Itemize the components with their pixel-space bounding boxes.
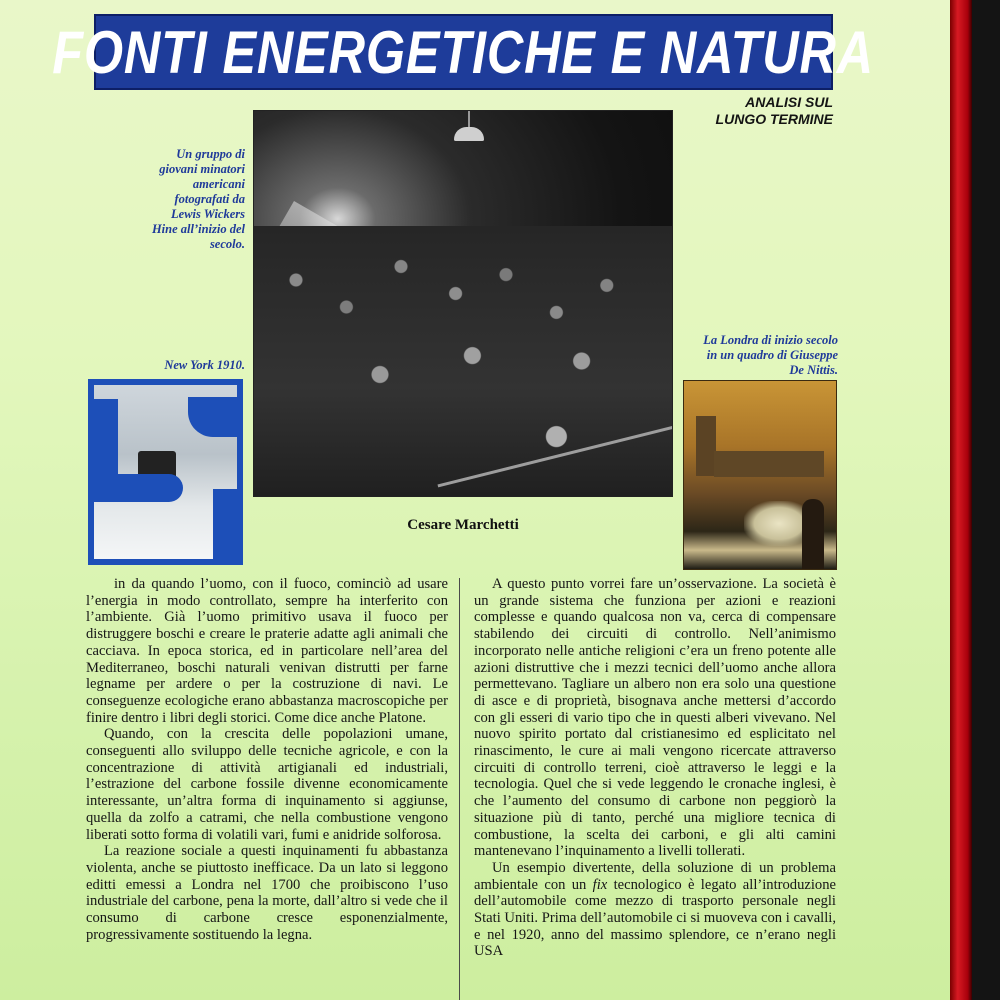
lamp-icon [454, 127, 484, 141]
clock-tower [696, 416, 716, 476]
subtitle-line-1: ANALISI SUL [745, 94, 833, 110]
paragraph: A questo punto vorrei fare un’osservazione. La società è un grande sistema che funziona per azioni e reazioni complesse e quando qualcosa non va, cerca di compensare stabilendo dei circuiti di controllo. Nell’animismo incorporato nelle antiche religioni c’era un freno potente alle azioni distruttive che i mezzi tecnici dell’uomo anche allora permettevano. Tagliare un albero non era solo una questione di asce e di proprietà, bisognava anche mettersi d’accordo con gli esseri di vario tipo che in questi alberi vivevano. Nel nuovo spirito portato dal cristianesimo ed esplicitato nel rinascimento, le cure ai mali vengono ricercate attraverso circuiti di controllo terreni, cioè attraverso le leggi e la tecnologia. Quel che si vede leggendo le cronache inglesi, è che l’aumento del consumo di carbone non peggiorò la situazione più di tanto, perché una migliore tecnica di combustione, la scelta dei carboni, e gli alti camini mantenevano l’inquinamento a livelli tollerati. [474, 576, 836, 860]
drop-cap-s-part [213, 489, 243, 565]
text-run: Un esempio divertente, della soluzione di un problema ambientale con un [474, 859, 836, 893]
article-column-right [474, 576, 836, 960]
column-divider [459, 578, 460, 1000]
caption-new-york: New York 1910. [164, 358, 245, 372]
author-name: Cesare Marchetti [407, 517, 519, 533]
photo-young-miners [253, 110, 673, 497]
binder-edge-dark [972, 0, 1000, 1000]
emphasis-fix: fix [592, 876, 608, 893]
painting-london [683, 380, 837, 570]
standing-figure [802, 499, 824, 569]
miners-group [254, 226, 673, 496]
drop-cap-s-part [88, 474, 183, 502]
parliament-silhouette [714, 451, 824, 477]
caption-miners: Un gruppo di giovani minatori americani fotografati da Lewis Wickers Hine all’inizio del secolo. [151, 147, 245, 251]
photo-new-york-drop-cap [88, 379, 243, 565]
paragraph: La reazione sociale a questi inquinamenti fu abbastanza violenta, anche se piuttosto inefficace. Da un lato si leggono editti emessi a Londra nel 1700 che proibiscono l’uso industriale del carbone, pena la morte, dall’altro si vede che il consumo di carbone cresce esponenzialmente, progressivamente sostituendo la legna. [86, 843, 448, 943]
article-column-left [86, 576, 448, 943]
binder-edge-red [950, 0, 972, 1000]
page-title: FONTI ENERGETICHE E NATURA [52, 18, 875, 86]
paragraph: in da quando l’uomo, con il fuoco, cominciò ad usare l’energia in modo controllato, sempre ha interferito con l’ambiente. Già l’uomo primitivo usava il fuoco per distruggere boschi e creare le praterie adatte agli animali che cacciava. In epoca storica, ed in particolare nell’area del Mediterraneo, boschi naturali venivan distrutti per farne legname per ardere o per la costruzione di navi. Le conseguenze ecologiche erano abbastanza macroscopiche per finire dentro i libri degli storici. Come dice anche Platone. [86, 576, 448, 726]
subtitle [716, 94, 833, 128]
paragraph [474, 860, 836, 960]
text-run: tecnologico è legato all’introduzione dell’automobile come mezzo di trasporto personale negli Stati Uniti. Prima dell’automobile ci si muoveva con i cavalli, e nel 1920, anno del massimo splendore, ce n’erano negli USA [474, 876, 836, 960]
caption-london: La Londra di inizio secolo in un quadro di Giuseppe De Nittis. [703, 333, 838, 377]
paragraph: Quando, con la crescita delle popolazioni umane, conseguenti allo sviluppo delle tecniche agricole, e con la concentrazione di attività artigianali ed industriali, l’estrazione del carbone fossile divenne economicamente interessante, un’altra forma di inquinamento si aggiunse, quella da zolfo a catrami, che nella combustione vengono liberati sotto forma di volatili vari, fumi e anidride solforosa. [86, 726, 448, 843]
title-banner [52, 14, 875, 90]
subtitle-line-2: LUNGO TERMINE [715, 111, 833, 127]
